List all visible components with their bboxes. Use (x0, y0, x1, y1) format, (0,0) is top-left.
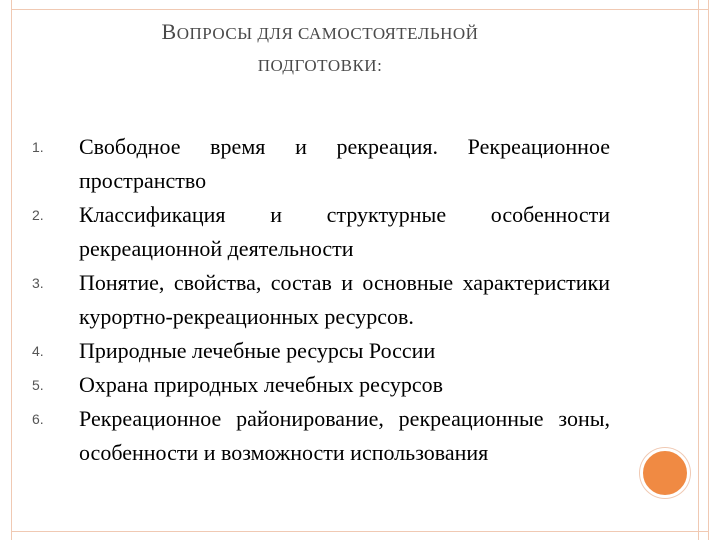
question-item (32, 130, 610, 198)
question-number: 5. (32, 377, 44, 393)
title-first-letter: В (161, 19, 177, 44)
slide-title (0, 16, 640, 82)
title-line-1-rest: ОПРОСЫ ДЛЯ САМОСТОЯТЕЛЬНОЙ (176, 24, 479, 43)
question-number: 2. (32, 207, 44, 223)
question-text: Природные лечебные ресурсы России (79, 338, 436, 363)
title-line-2: ПОДГОТОВКИ: (257, 56, 383, 75)
question-item (32, 402, 610, 470)
frame-right-line-inner (698, 0, 699, 540)
accent-circle-decoration (640, 448, 690, 498)
title-line-1 (161, 19, 479, 44)
question-number: 1. (32, 139, 44, 155)
question-item (32, 198, 610, 266)
question-text: Понятие, свойства, состав и основные характеристики курортно-рекреационных ресурсов. (79, 270, 610, 329)
question-item (32, 368, 610, 402)
question-number: 4. (32, 343, 44, 359)
question-item (32, 334, 610, 368)
question-item (32, 266, 610, 334)
frame-top-line (11, 9, 709, 10)
frame-bottom-line (11, 531, 709, 532)
question-text: Охрана природных лечебных ресурсов (79, 372, 444, 397)
question-text: Рекреационное районирование, рекреационные зоны, особенности и возможности использования (79, 406, 610, 465)
frame-right-line-outer (708, 0, 709, 540)
question-number: 6. (32, 411, 44, 427)
question-text: Свободное время и рекреация. Рекреационное пространство (79, 134, 610, 193)
questions-list (32, 130, 610, 470)
question-text: Классификация и структурные особенности рекреационной деятельности (79, 202, 610, 261)
question-number: 3. (32, 275, 44, 291)
